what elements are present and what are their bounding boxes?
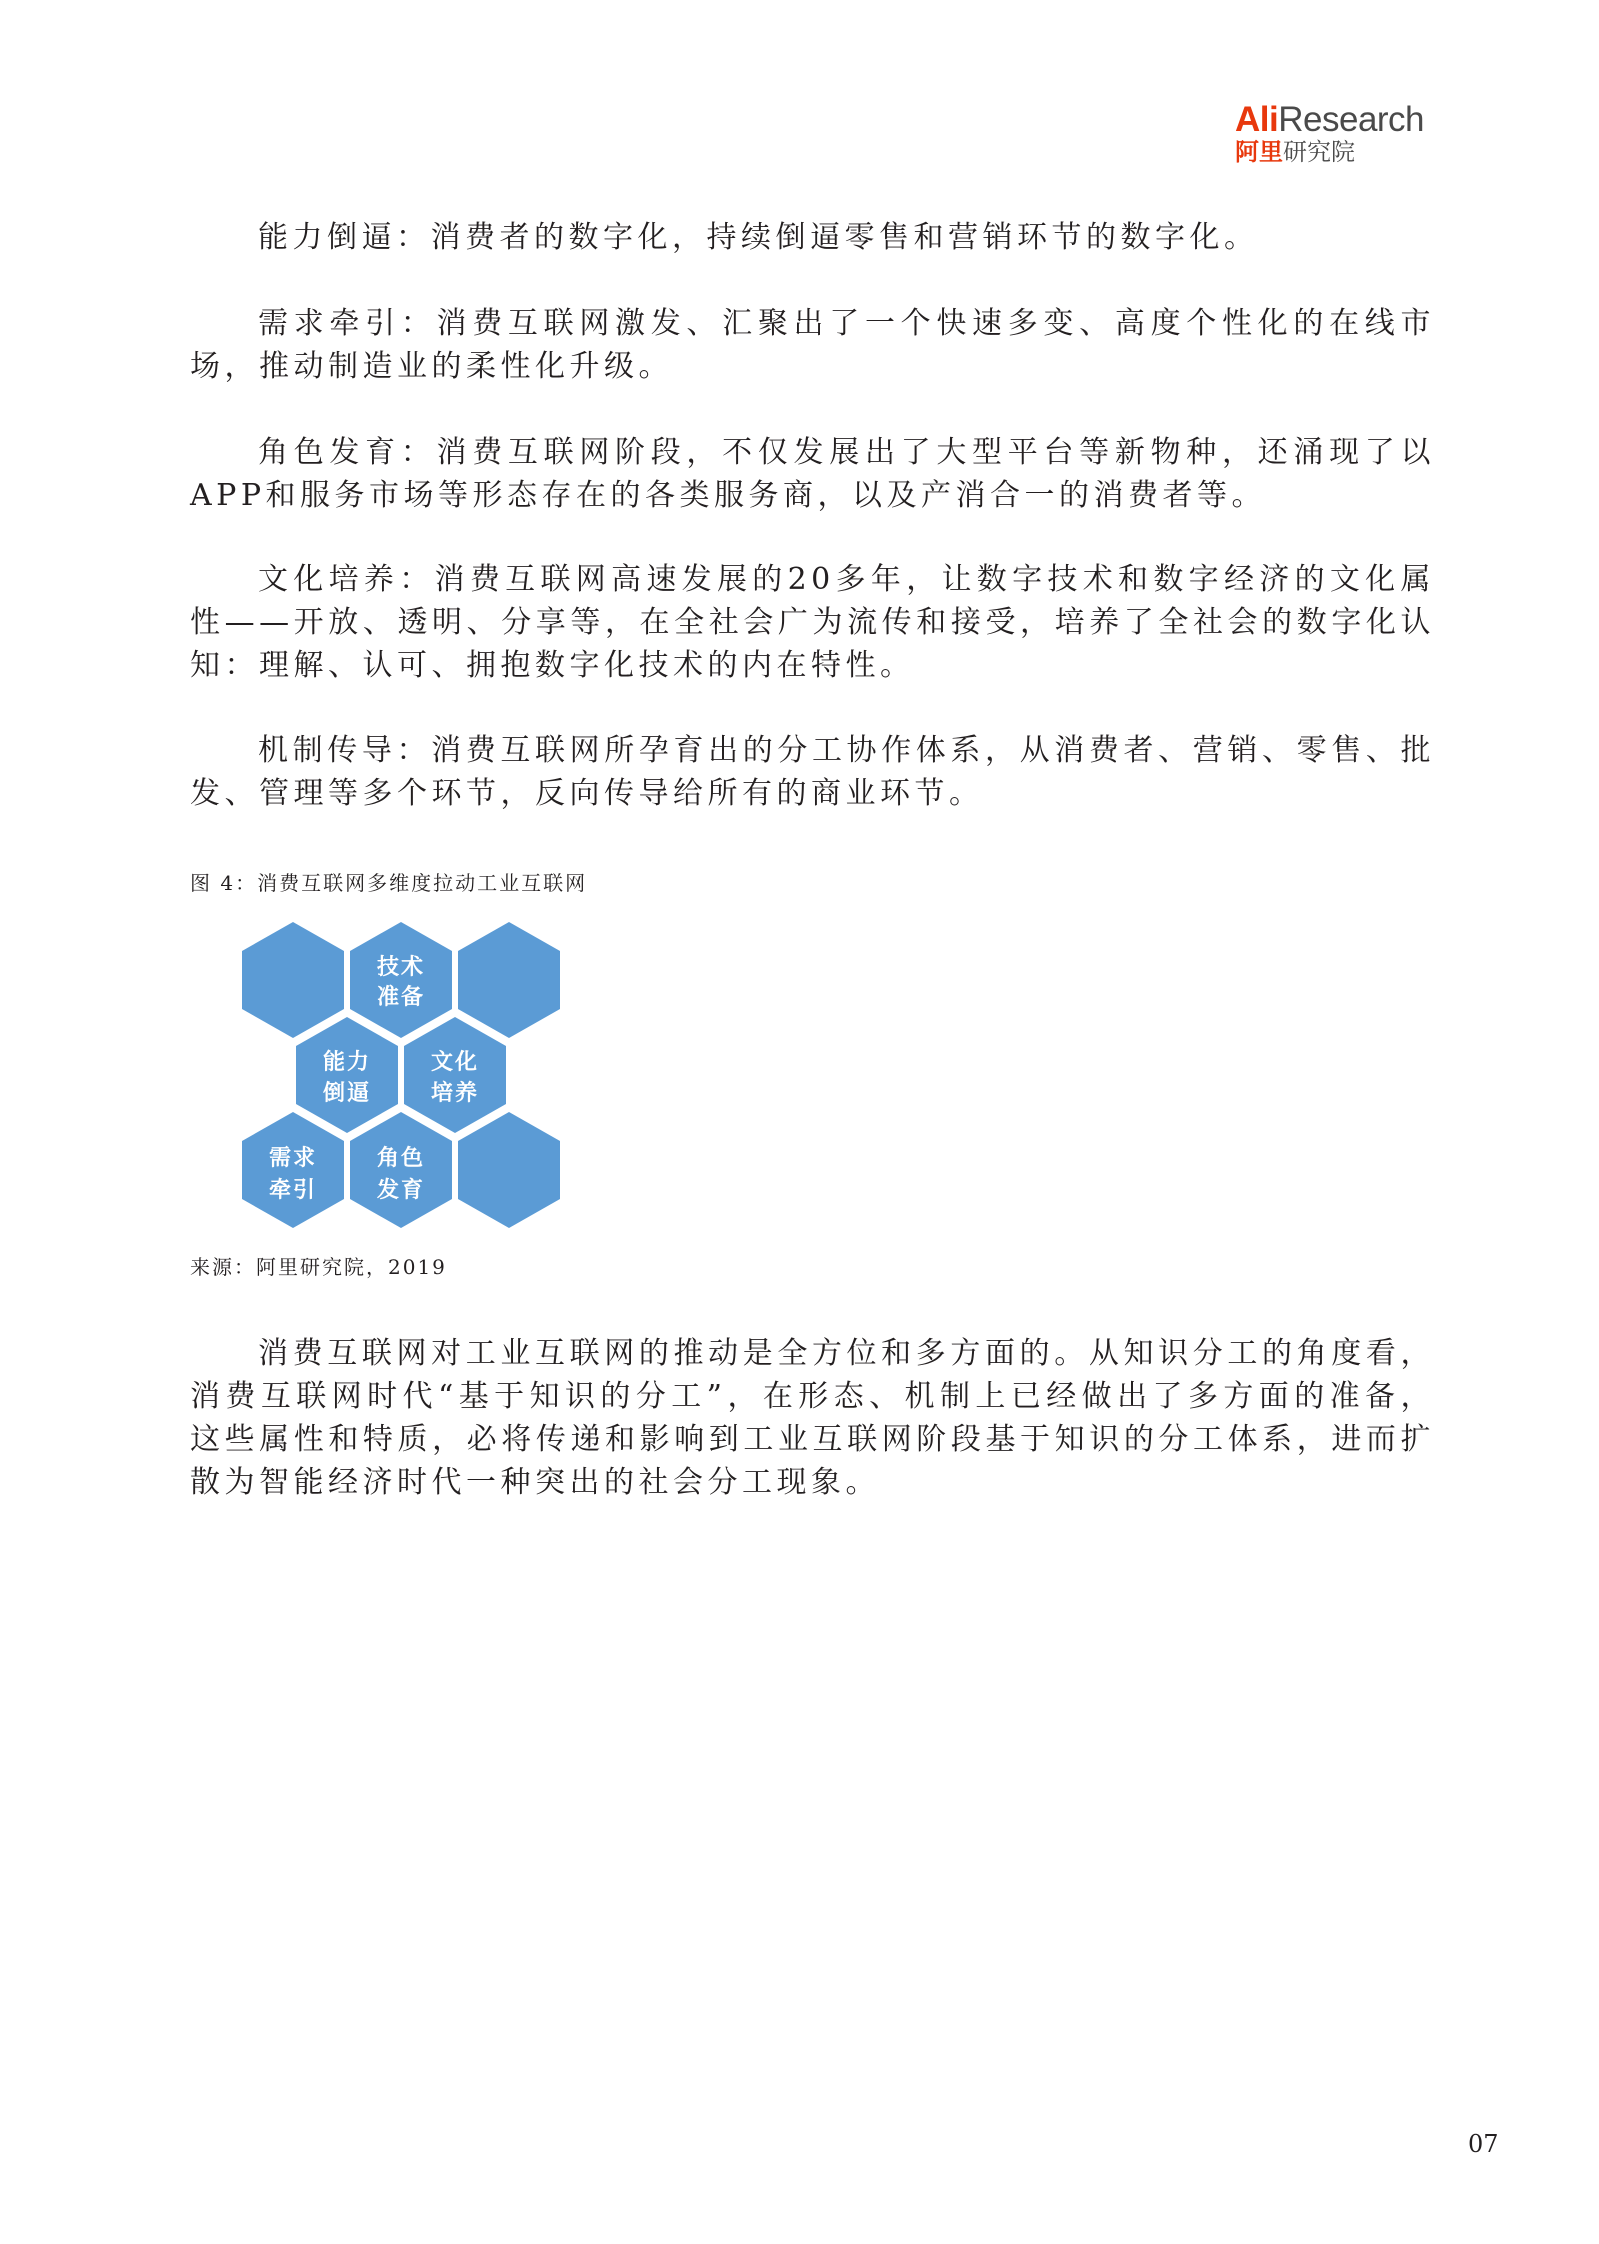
- hexagon-shape: [242, 922, 344, 1038]
- paragraph-demand: 需求牵引：消费互联网激发、汇聚出了一个快速多变、高度个性化的在线市场，推动制造业的柔性化升级。: [190, 306, 1435, 384]
- hexagon-label: 牵引: [268, 1177, 318, 1203]
- hexagon-shape: [296, 1017, 398, 1133]
- hexagon-label: 能力: [322, 1049, 372, 1075]
- hexagon-shape: [458, 922, 560, 1038]
- hexagon-label: 培养: [430, 1080, 480, 1106]
- hexagon-label: 技术: [376, 954, 426, 980]
- aliresearch-logo: [1235, 100, 1445, 180]
- hexagon-2: [350, 922, 452, 1038]
- figure-source: 来源：阿里研究院，2019: [190, 1255, 447, 1279]
- hexagon-shape: [458, 1112, 560, 1228]
- page-number: 07: [1468, 2130, 1499, 2158]
- hexagon-label: 需求: [268, 1145, 318, 1171]
- hexagon-diagram: [235, 915, 575, 1235]
- hexagon-4: [296, 1017, 398, 1133]
- hexagon-label: 角色: [376, 1145, 426, 1171]
- hexagon-shape: [350, 922, 452, 1038]
- paragraph-ability: 能力倒逼：消费者的数字化，持续倒逼零售和营销环节的数字化。: [258, 220, 1259, 255]
- paragraph-mechanism: 机制传导：消费互联网所孕育出的分工协作体系，从消费者、营销、零售、批发、管理等多个环节，反向传导给所有的商业环节。: [190, 733, 1435, 811]
- hexagon-5: [404, 1017, 506, 1133]
- logo-english: AliResearch: [1235, 100, 1425, 139]
- paragraph-culture: 文化培养：消费互联网高速发展的20多年，让数字技术和数字经济的文化属性——开放、透明、分享等，在全社会广为流传和接受，培养了全社会的数字化认知：理解、认可、拥抱数字化技术的内在特性。: [190, 562, 1435, 683]
- hexagon-3: [458, 922, 560, 1038]
- hexagon-label: 发育: [376, 1177, 426, 1203]
- figure-caption: 图 4：消费互联网多维度拉动工业互联网: [190, 871, 588, 895]
- hexagon-7: [350, 1112, 452, 1228]
- hexagon-label: 倒逼: [322, 1080, 372, 1106]
- hexagon-8: [458, 1112, 560, 1228]
- hexagon-shape: [404, 1017, 506, 1133]
- hexagon-label: 文化: [430, 1049, 480, 1075]
- paragraph-closing: 消费互联网对工业互联网的推动是全方位和多方面的。从知识分工的角度看，消费互联网时代“基于知识的分工”，在形态、机制上已经做出了多方面的准备，这些属性和特质，必将传递和影响到工业互联网阶段基于知识的分工体系，进而扩散为智能经济时代一种突出的社会分工现象。: [190, 1336, 1435, 1500]
- logo-chinese: 阿里研究院: [1235, 138, 1355, 166]
- hexagon-1: [242, 922, 344, 1038]
- hexagon-label: 准备: [376, 984, 426, 1010]
- hexagon-6: [242, 1112, 344, 1228]
- paragraph-role: 角色发育：消费互联网阶段，不仅发展出了大型平台等新物种，还涌现了以APP和服务市场等形态存在的各类服务商，以及产消合一的消费者等。: [190, 435, 1435, 513]
